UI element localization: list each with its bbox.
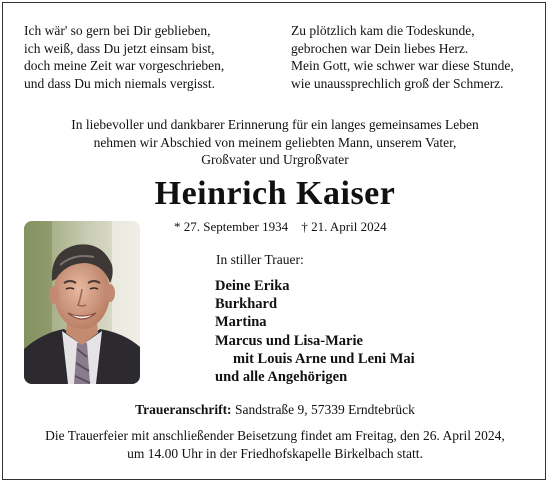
poem-left <box>24 22 224 92</box>
poem-line: Ich wär' so gern bei Dir geblieben, <box>24 23 211 38</box>
mourning-address <box>0 402 550 418</box>
portrait-image <box>24 221 140 384</box>
mourner-name: und alle Angehörigen <box>215 369 348 386</box>
poem-line: und dass Du mich niemals vergisst. <box>24 75 215 91</box>
poem-line: Zu plötzlich kam die Todeskunde, <box>291 23 475 38</box>
life-dates <box>174 219 387 235</box>
funeral-line: Die Trauerfeier mit anschließender Beisetzung findet am Freitag, den 26. April 2024, <box>45 428 505 443</box>
funeral-line: um 14.00 Uhr in der Friedhofskapelle Birkelbach statt. <box>127 445 423 461</box>
address-label: Traueranschrift: <box>135 402 232 417</box>
deceased-name: Heinrich Kaiser <box>154 175 396 212</box>
address-value: Sandstraße 9, 57339 Erndtebrück <box>234 402 415 417</box>
portrait-photo <box>24 221 140 384</box>
mourners-list <box>215 277 415 386</box>
mourner-name: Deine Erika <box>215 278 290 294</box>
poem-line: doch meine Zeit war vorgeschrieben, <box>24 58 225 73</box>
intro-text <box>0 116 550 169</box>
death-date: † 21. April 2024 <box>301 219 387 234</box>
mourner-name: Martina <box>215 314 267 331</box>
mourner-name: Burkhard <box>215 296 278 313</box>
intro-line: Großvater und Urgroßvater <box>201 152 349 167</box>
poem-line: wie unaussprechlich groß der Schmerz. <box>291 75 504 91</box>
birth-date: * 27. September 1934 <box>174 219 289 234</box>
poem-line: gebrochen war Dein liebes Herz. <box>291 40 469 56</box>
mourning-label: In stiller Trauer: <box>216 252 304 267</box>
mourner-name: mit Louis Arne und Leni Mai <box>233 350 415 367</box>
funeral-info <box>0 427 550 462</box>
poem-right <box>291 22 514 92</box>
intro-line: In liebevoller und dankbarer Erinnerung für ein langes gemeinsames Leben <box>71 117 479 132</box>
intro-line: nehmen wir Abschied von meinem geliebten Mann, unserem Vater, <box>93 134 457 150</box>
poem-line: ich weiß, dass Du jetzt einsam bist, <box>24 40 215 56</box>
poem-line: Mein Gott, wie schwer war diese Stunde, <box>291 58 514 73</box>
mourner-name: Marcus und Lisa-Marie <box>215 332 363 349</box>
